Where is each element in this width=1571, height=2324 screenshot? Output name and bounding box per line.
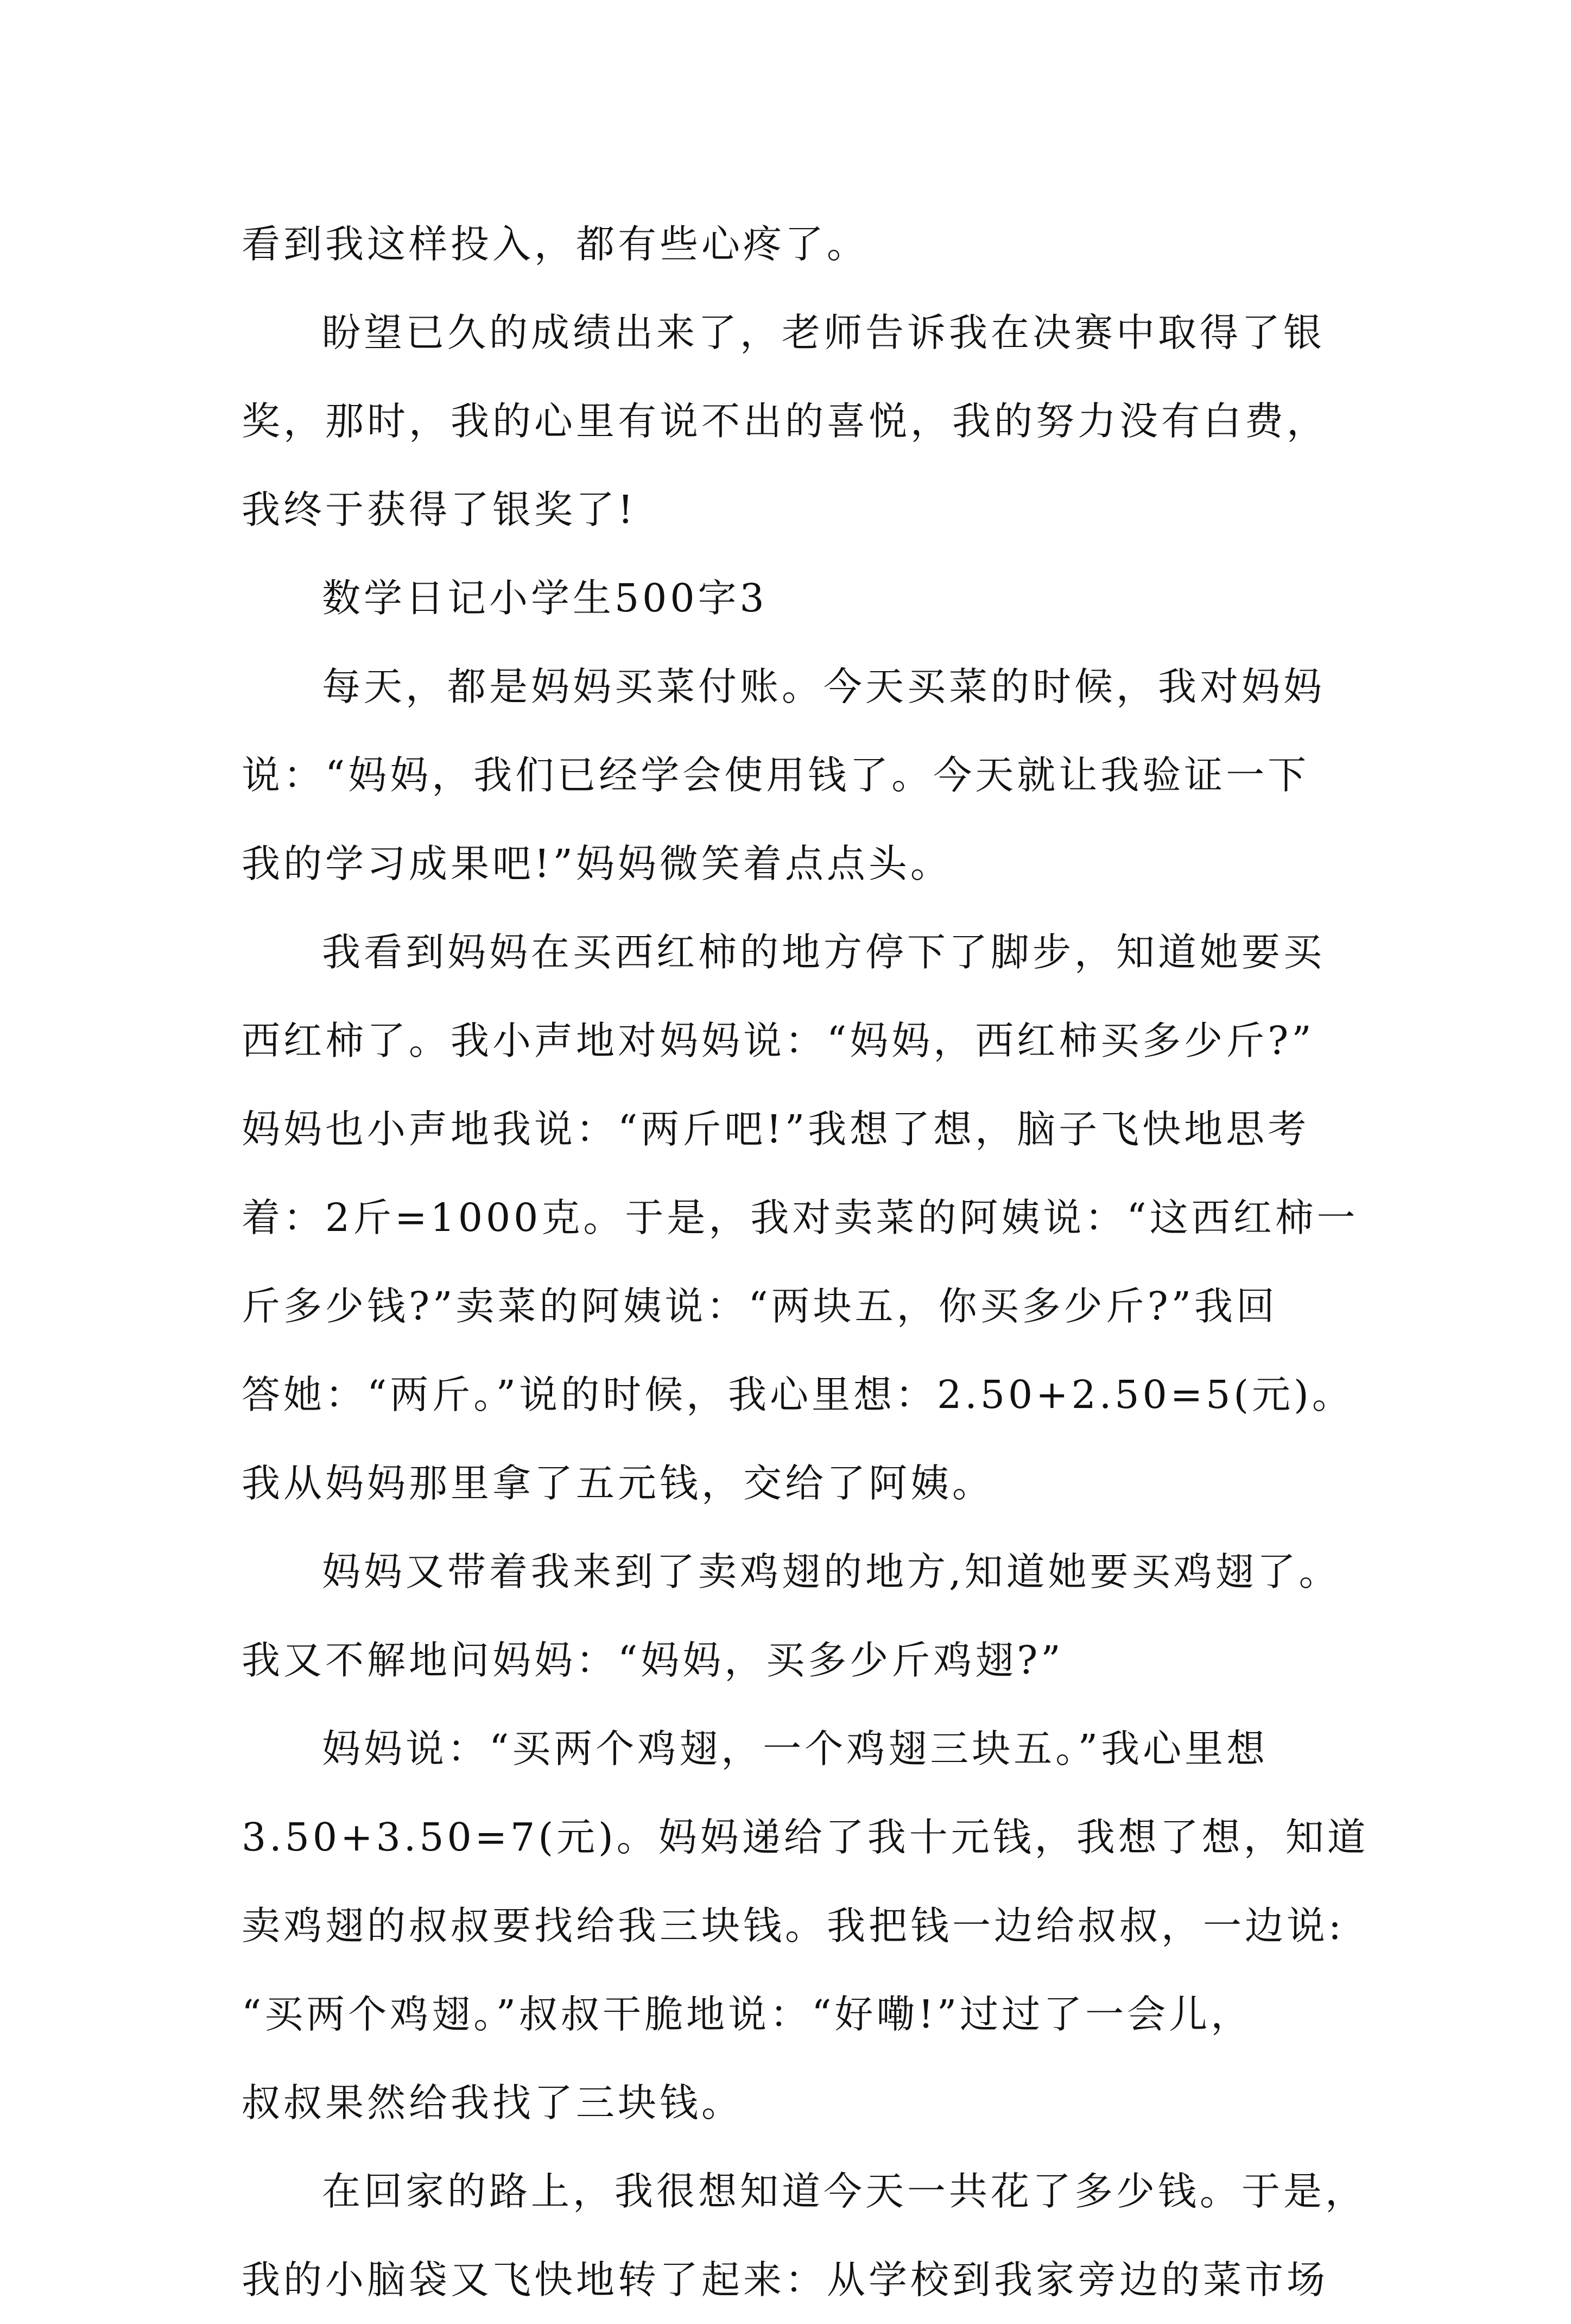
text-line: 妈妈又带着我来到了卖鸡翅的地方,知道她要买鸡翅了。 bbox=[322, 1549, 1341, 1594]
text-line: 斤多少钱?”卖菜的阿姨说：“两块五，你买多少斤?”我回 bbox=[242, 1284, 1278, 1329]
text-line: 妈妈也小声地我说：“两斤吧!”我想了想，脑子飞快地思考 bbox=[242, 1107, 1310, 1152]
text-line: 叔叔果然给我找了三块钱。 bbox=[242, 2080, 744, 2125]
text-line: 我又不解地问妈妈：“妈妈，买多少斤鸡翅?” bbox=[242, 1638, 1064, 1683]
text-line: 我看到妈妈在买西红柿的地方停下了脚步，知道她要买 bbox=[322, 930, 1326, 975]
text-line: 西红柿了。我小声地对妈妈说：“妈妈，西红柿买多少斤?” bbox=[242, 1018, 1315, 1063]
text-line: 在回家的路上，我很想知道今天一共花了多少钱。于是， bbox=[322, 2169, 1367, 2214]
text-line: 答她：“两斤。”说的时候，我心里想：2.50+2.50=5(元)。 bbox=[242, 1372, 1354, 1417]
text-line: “买两个鸡翅。”叔叔干脆地说：“好嘞!”过过了一会儿， bbox=[242, 1992, 1253, 2037]
text-line: 妈妈说：“买两个鸡翅，一个鸡翅三块五。”我心里想 bbox=[322, 1726, 1269, 1771]
section-heading: 数学日记小学生500字3 bbox=[322, 576, 768, 621]
text-line: 3.50+3.50=7(元)。妈妈递给了我十元钱，我想了想，知道 bbox=[242, 1815, 1369, 1860]
text-line: 我的学习成果吧!”妈妈微笑着点点头。 bbox=[242, 841, 952, 886]
document-body bbox=[242, 200, 1369, 2324]
text-line: 卖鸡翅的叔叔要找给我三块钱。我把钱一边给叔叔，一边说: bbox=[242, 1903, 1345, 1948]
text-line: 说：“妈妈，我们已经学会使用钱了。今天就让我验证一下 bbox=[242, 753, 1310, 798]
text-line: 我从妈妈那里拿了五元钱，交给了阿姨。 bbox=[242, 1461, 994, 1506]
text-line: 看到我这样投入，都有些心疼了。 bbox=[242, 222, 869, 267]
text-line: 我的小脑袋又飞快地转了起来：从学校到我家旁边的菜市场 bbox=[242, 2257, 1329, 2302]
text-line: 每天，都是妈妈买菜付账。今天买菜的时候，我对妈妈 bbox=[322, 664, 1326, 709]
text-line: 着：2斤=1000克。于是，我对卖菜的阿姨说：“这西红柿一 bbox=[242, 1195, 1359, 1240]
text-line: 盼望已久的成绩出来了，老师告诉我在决赛中取得了银 bbox=[322, 310, 1326, 355]
text-line: 奖，那时，我的心里有说不出的喜悦，我的努力没有白费， bbox=[242, 399, 1329, 444]
text-line: 我终于获得了银奖了! bbox=[242, 487, 637, 532]
